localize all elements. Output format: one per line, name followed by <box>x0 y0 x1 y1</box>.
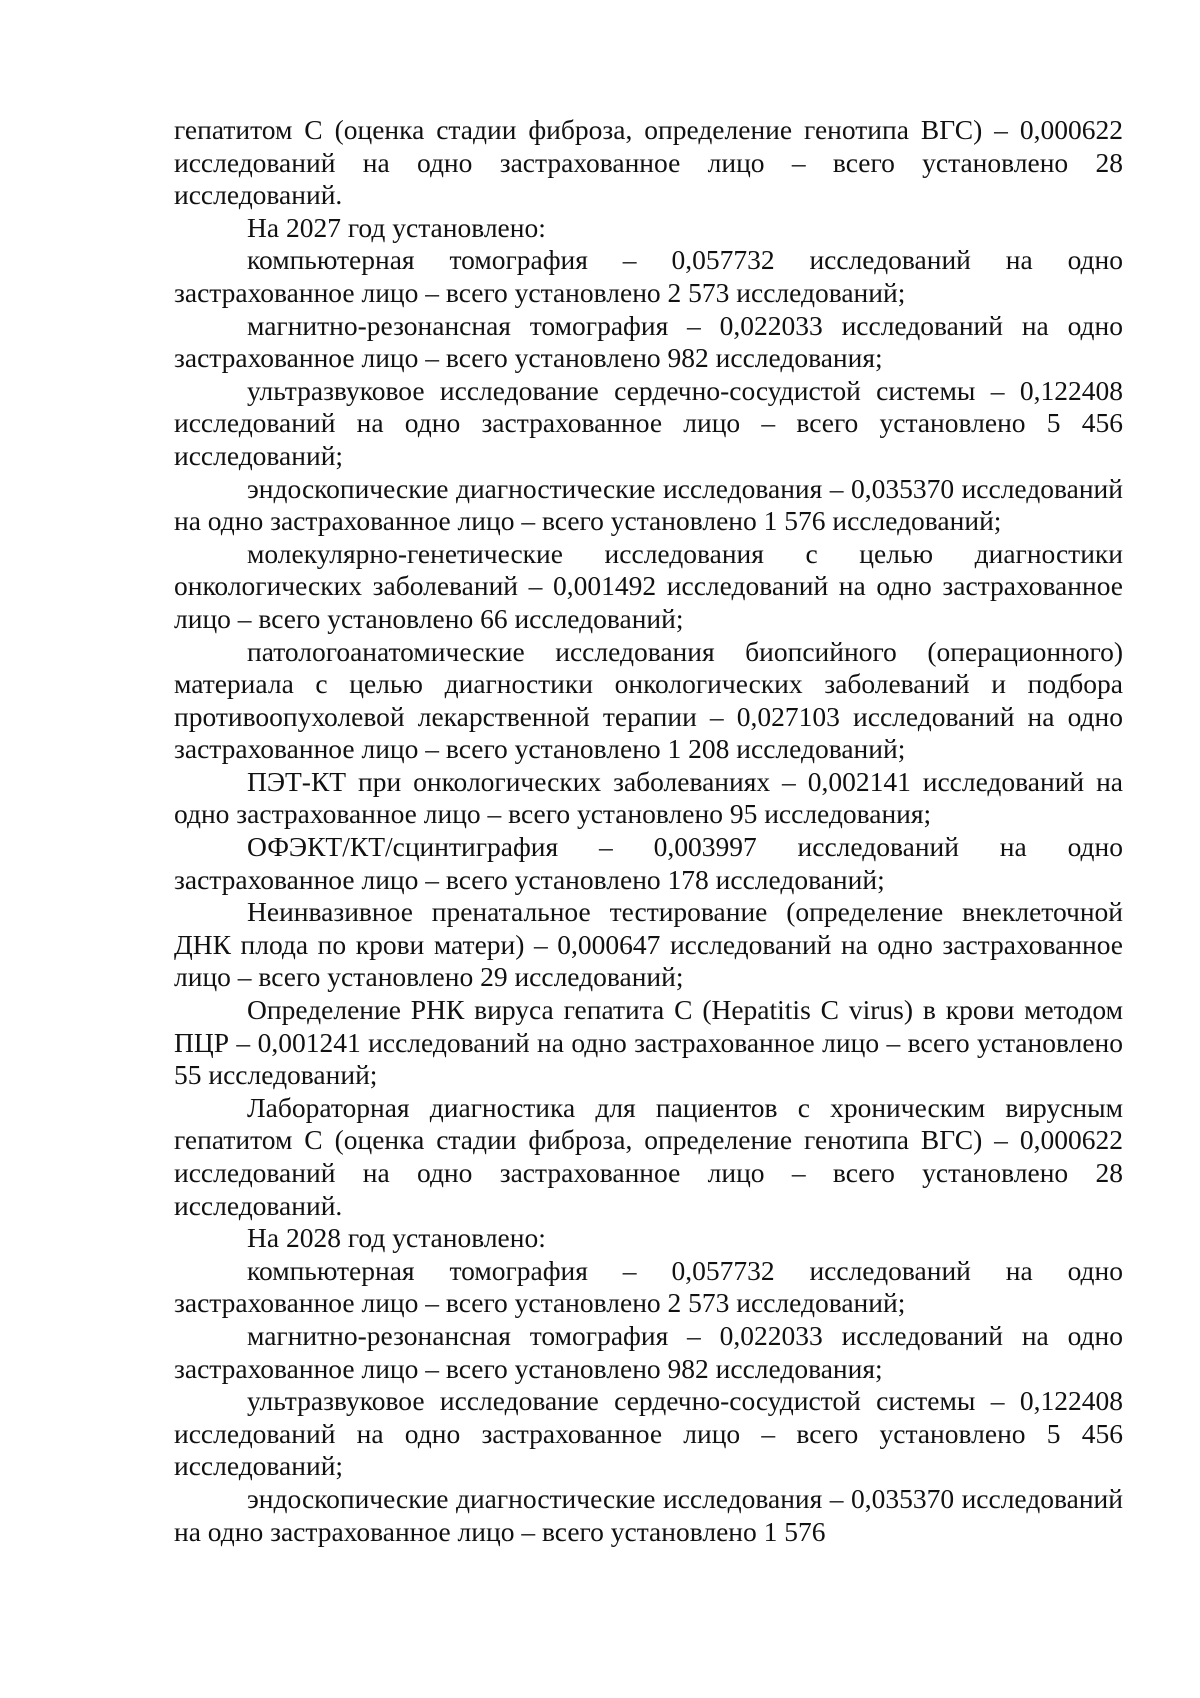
paragraph-mri-2028: магнитно-резонансная томография – 0,022033 исследований на одно застрахованное лицо – всего установлено 982 исследования; <box>174 1319 1123 1384</box>
document-body <box>174 114 1123 1548</box>
paragraph-spect-ct-2027: ОФЭКТ/КТ/сцинтиграфия – 0,003997 исследований на одно застрахованное лицо – всего установлено 178 исследований; <box>174 831 1123 895</box>
paragraph-ultrasound-2028: ультразвуковое исследование сердечно-сосудистой системы – 0,122408 исследований на одно застрахованное лицо – всего установлено 5 456 исследований; <box>174 1385 1123 1482</box>
paragraph-molecular-genetic-2027: молекулярно-генетические исследования с целью диагностики онкологических заболеваний – 0,001492 исследований на одно застрахованное лицо – всего установлено 66 исследований; <box>174 537 1123 634</box>
heading-year-2028: На 2028 год установлено: <box>247 1222 546 1254</box>
paragraph-ct-2028: компьютерная томография – 0,057732 исследований на одно застрахованное лицо – всего установлено 2 573 исследований; <box>174 1254 1123 1319</box>
paragraph-endoscopy-2028: эндоскопические диагностические исследования – 0,035370 исследований на одно застрахованное лицо – всего установлено 1 576 <box>174 1482 1123 1547</box>
paragraph-endoscopy-2027: эндоскопические диагностические исследования – 0,035370 исследований на одно застрахованное лицо – всего установлено 1 576 исследований; <box>174 472 1123 537</box>
paragraph-pathology-2027: патологоанатомические исследования биопсийного (операционного) материала с целью диагностики онкологических заболеваний и подбора противоопухолевой лекарственной терапии – 0,027103 исследований на одно застрахованное лицо – всего установлено 1 208 исследований; <box>174 635 1123 765</box>
paragraph-hcv-lab-2027: Лабораторная диагностика для пациентов с хроническим вирусным гепатитом С (оценка стадии фиброза, определение генотипа ВГС) – 0,000622 исследований на одно застрахованное лицо – всего установлено 28 исследований. <box>174 1091 1123 1221</box>
paragraph-ct-2027: компьютерная томография – 0,057732 исследований на одно застрахованное лицо – всего установлено 2 573 исследований; <box>174 244 1123 308</box>
heading-year-2027: На 2027 год установлено: <box>247 211 546 243</box>
paragraph-continuation: гепатитом С (оценка стадии фиброза, определение генотипа ВГС) – 0,000622 исследований на одно застрахованное лицо – всего установлено 28 исследований. <box>174 114 1123 211</box>
paragraph-prenatal-testing-2027: Неинвазивное пренатальное тестирование (определение внеклеточной ДНК плода по крови матери) – 0,000647 исследований на одно застрахованное лицо – всего установлено 29 исследований; <box>174 896 1123 993</box>
paragraph-ultrasound-2027: ультразвуковое исследование сердечно-сосудистой системы – 0,122408 исследований на одно застрахованное лицо – всего установлено 5 456 исследований; <box>174 374 1123 471</box>
paragraph-mri-2027: магнитно-резонансная томография – 0,022033 исследований на одно застрахованное лицо – всего установлено 982 исследования; <box>174 309 1123 374</box>
paragraph-hcv-rna-2027: Определение РНК вируса гепатита С (Hepatitis C virus) в крови методом ПЦР – 0,001241 исследований на одно застрахованное лицо – всего установлено 55 исследований; <box>174 994 1123 1091</box>
paragraph-pet-ct-2027: ПЭТ-КТ при онкологических заболеваниях – 0,002141 исследований на одно застрахованное лицо – всего установлено 95 исследования; <box>174 765 1123 830</box>
